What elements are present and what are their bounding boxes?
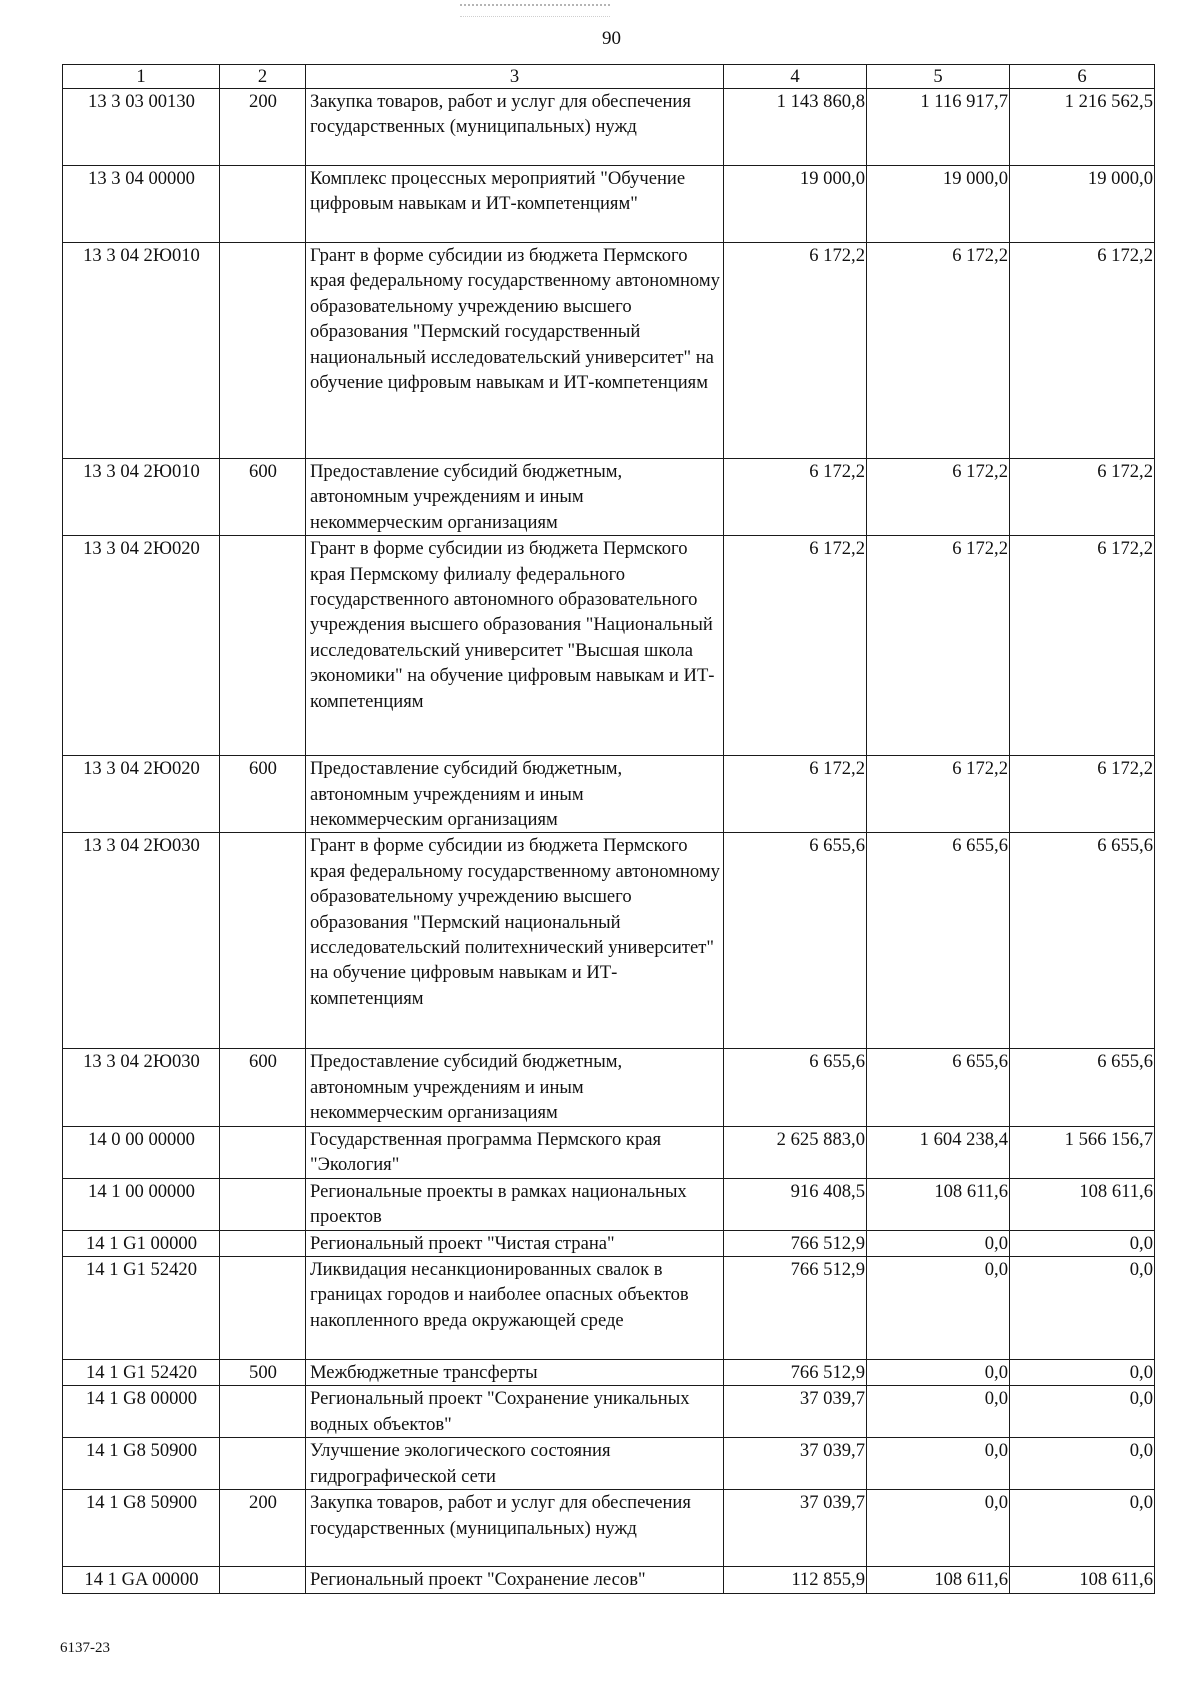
row-value-4: 6 172,2	[724, 536, 867, 756]
row-value-4: 6 655,6	[724, 1049, 867, 1126]
document-code: 6137-23	[60, 1640, 110, 1656]
row-name: Региональный проект "Сохранение уникальных водных объектов"	[306, 1386, 724, 1438]
row-name: Межбюджетные трансферты	[306, 1360, 724, 1386]
row-value-5: 6 655,6	[867, 1049, 1010, 1126]
row-name: Закупка товаров, работ и услуг для обеспечения государственных (муниципальных) нужд	[306, 1490, 724, 1567]
table-row	[63, 1438, 1155, 1490]
row-value-5: 6 172,2	[867, 756, 1010, 833]
row-value-4: 6 655,6	[724, 833, 867, 1049]
row-name: Грант в форме субсидии из бюджета Пермского края Пермскому филиалу федерального государственного автономного образовательного учреждения высшего образования "Национальный исследовательский университет "Высшая школа экономики" на обучение цифровым навыкам и ИТ-компетенциям	[306, 536, 724, 756]
header-col-4: 4	[724, 65, 867, 89]
row-value-5: 6 172,2	[867, 536, 1010, 756]
row-value-5: 6 655,6	[867, 833, 1010, 1049]
row-value-4: 766 512,9	[724, 1257, 867, 1360]
table-row	[63, 1360, 1155, 1386]
table-row	[63, 166, 1155, 243]
table-row	[63, 1386, 1155, 1438]
table-body	[63, 89, 1155, 1594]
row-code: 13 3 04 2Ю030	[63, 833, 220, 1049]
row-value-5: 1 604 238,4	[867, 1126, 1010, 1178]
row-expense-type	[220, 1230, 306, 1256]
row-value-4: 766 512,9	[724, 1230, 867, 1256]
table-header	[63, 65, 1155, 89]
row-code: 13 3 04 2Ю010	[63, 459, 220, 536]
row-value-6: 6 172,2	[1010, 756, 1155, 833]
row-value-5: 0,0	[867, 1386, 1010, 1438]
row-value-5: 0,0	[867, 1360, 1010, 1386]
row-code: 13 3 03 00130	[63, 89, 220, 166]
row-value-5: 108 611,6	[867, 1178, 1010, 1230]
header-col-3: 3	[306, 65, 724, 89]
row-value-4: 37 039,7	[724, 1490, 867, 1567]
table-row	[63, 243, 1155, 459]
row-code: 13 3 04 2Ю020	[63, 536, 220, 756]
table-row	[63, 1567, 1155, 1593]
row-expense-type: 500	[220, 1360, 306, 1386]
row-name: Региональный проект "Сохранение лесов"	[306, 1567, 724, 1593]
table-row	[63, 833, 1155, 1049]
row-value-5: 6 172,2	[867, 459, 1010, 536]
row-expense-type	[220, 1567, 306, 1593]
table-row	[63, 1257, 1155, 1360]
row-code: 14 1 G8 50900	[63, 1438, 220, 1490]
table-row	[63, 459, 1155, 536]
page-number: 90	[602, 28, 621, 49]
row-expense-type: 200	[220, 89, 306, 166]
header-col-6: 6	[1010, 65, 1155, 89]
row-value-6: 19 000,0	[1010, 166, 1155, 243]
row-value-5: 108 611,6	[867, 1567, 1010, 1593]
row-value-4: 6 172,2	[724, 243, 867, 459]
row-name: Грант в форме субсидии из бюджета Пермского края федеральному государственному автономному образовательному учреждению высшего образования "Пермский национальный исследовательский политехнический университет" на обучение цифровым навыкам и ИТ-компетенциям	[306, 833, 724, 1049]
scan-artifact	[460, 4, 610, 17]
row-expense-type	[220, 536, 306, 756]
table-row	[63, 1230, 1155, 1256]
row-value-6: 0,0	[1010, 1360, 1155, 1386]
row-value-5: 0,0	[867, 1490, 1010, 1567]
row-value-6: 6 655,6	[1010, 833, 1155, 1049]
row-code: 14 1 G1 52420	[63, 1257, 220, 1360]
row-value-6: 0,0	[1010, 1386, 1155, 1438]
row-value-4: 19 000,0	[724, 166, 867, 243]
row-value-5: 19 000,0	[867, 166, 1010, 243]
row-name: Предоставление субсидий бюджетным, автономным учреждениям и иным некоммерческим организациям	[306, 756, 724, 833]
table-row	[63, 1049, 1155, 1126]
row-name: Ликвидация несанкционированных свалок в границах городов и наиболее опасных объектов накопленного вреда окружающей среде	[306, 1257, 724, 1360]
row-value-6: 0,0	[1010, 1490, 1155, 1567]
table-row	[63, 756, 1155, 833]
row-value-6: 108 611,6	[1010, 1178, 1155, 1230]
row-value-5: 0,0	[867, 1438, 1010, 1490]
header-col-5: 5	[867, 65, 1010, 89]
row-expense-type	[220, 1386, 306, 1438]
row-expense-type	[220, 1257, 306, 1360]
row-value-6: 1 566 156,7	[1010, 1126, 1155, 1178]
row-name: Региональные проекты в рамках национальных проектов	[306, 1178, 724, 1230]
row-code: 14 1 GA 00000	[63, 1567, 220, 1593]
table-row	[63, 536, 1155, 756]
row-value-4: 916 408,5	[724, 1178, 867, 1230]
row-value-6: 6 172,2	[1010, 536, 1155, 756]
table-row	[63, 89, 1155, 166]
row-code: 14 0 00 00000	[63, 1126, 220, 1178]
row-value-6: 1 216 562,5	[1010, 89, 1155, 166]
row-value-6: 0,0	[1010, 1257, 1155, 1360]
row-code: 13 3 04 2Ю030	[63, 1049, 220, 1126]
header-row	[63, 65, 1155, 89]
row-code: 14 1 G8 50900	[63, 1490, 220, 1567]
row-value-4: 766 512,9	[724, 1360, 867, 1386]
row-value-5: 0,0	[867, 1230, 1010, 1256]
row-name: Предоставление субсидий бюджетным, автономным учреждениям и иным некоммерческим организациям	[306, 1049, 724, 1126]
row-value-5: 6 172,2	[867, 243, 1010, 459]
row-value-6: 0,0	[1010, 1438, 1155, 1490]
row-expense-type	[220, 1178, 306, 1230]
row-value-6: 108 611,6	[1010, 1567, 1155, 1593]
row-name: Закупка товаров, работ и услуг для обеспечения государственных (муниципальных) нужд	[306, 89, 724, 166]
row-value-6: 6 172,2	[1010, 459, 1155, 536]
budget-table	[62, 64, 1155, 1594]
row-expense-type: 600	[220, 459, 306, 536]
row-code: 13 3 04 2Ю010	[63, 243, 220, 459]
row-code: 14 1 G8 00000	[63, 1386, 220, 1438]
row-value-4: 6 172,2	[724, 756, 867, 833]
row-value-4: 112 855,9	[724, 1567, 867, 1593]
table-row	[63, 1490, 1155, 1567]
row-expense-type	[220, 833, 306, 1049]
row-expense-type: 200	[220, 1490, 306, 1567]
row-name: Предоставление субсидий бюджетным, автономным учреждениям и иным некоммерческим организациям	[306, 459, 724, 536]
row-value-5: 0,0	[867, 1257, 1010, 1360]
row-value-4: 37 039,7	[724, 1438, 867, 1490]
row-name: Комплекс процессных мероприятий "Обучение цифровым навыкам и ИТ-компетенциям"	[306, 166, 724, 243]
row-code: 14 1 00 00000	[63, 1178, 220, 1230]
row-expense-type	[220, 1126, 306, 1178]
row-expense-type	[220, 166, 306, 243]
header-col-1: 1	[63, 65, 220, 89]
row-code: 14 1 G1 52420	[63, 1360, 220, 1386]
header-col-2: 2	[220, 65, 306, 89]
table-row	[63, 1126, 1155, 1178]
row-value-4: 1 143 860,8	[724, 89, 867, 166]
row-name: Улучшение экологического состояния гидрографической сети	[306, 1438, 724, 1490]
row-expense-type	[220, 243, 306, 459]
row-expense-type: 600	[220, 1049, 306, 1126]
row-value-6: 0,0	[1010, 1230, 1155, 1256]
row-code: 13 3 04 00000	[63, 166, 220, 243]
row-name: Государственная программа Пермского края "Экология"	[306, 1126, 724, 1178]
row-code: 13 3 04 2Ю020	[63, 756, 220, 833]
row-value-4: 6 172,2	[724, 459, 867, 536]
row-value-5: 1 116 917,7	[867, 89, 1010, 166]
row-value-6: 6 172,2	[1010, 243, 1155, 459]
row-name: Грант в форме субсидии из бюджета Пермского края федеральному государственному автономному образовательному учреждению высшего образования "Пермский государственный национальный исследовательский университет" на обучение цифровым навыкам и ИТ-компетенциям	[306, 243, 724, 459]
row-value-4: 2 625 883,0	[724, 1126, 867, 1178]
row-name: Региональный проект "Чистая страна"	[306, 1230, 724, 1256]
table-row	[63, 1178, 1155, 1230]
row-expense-type: 600	[220, 756, 306, 833]
row-expense-type	[220, 1438, 306, 1490]
row-code: 14 1 G1 00000	[63, 1230, 220, 1256]
row-value-6: 6 655,6	[1010, 1049, 1155, 1126]
row-value-4: 37 039,7	[724, 1386, 867, 1438]
